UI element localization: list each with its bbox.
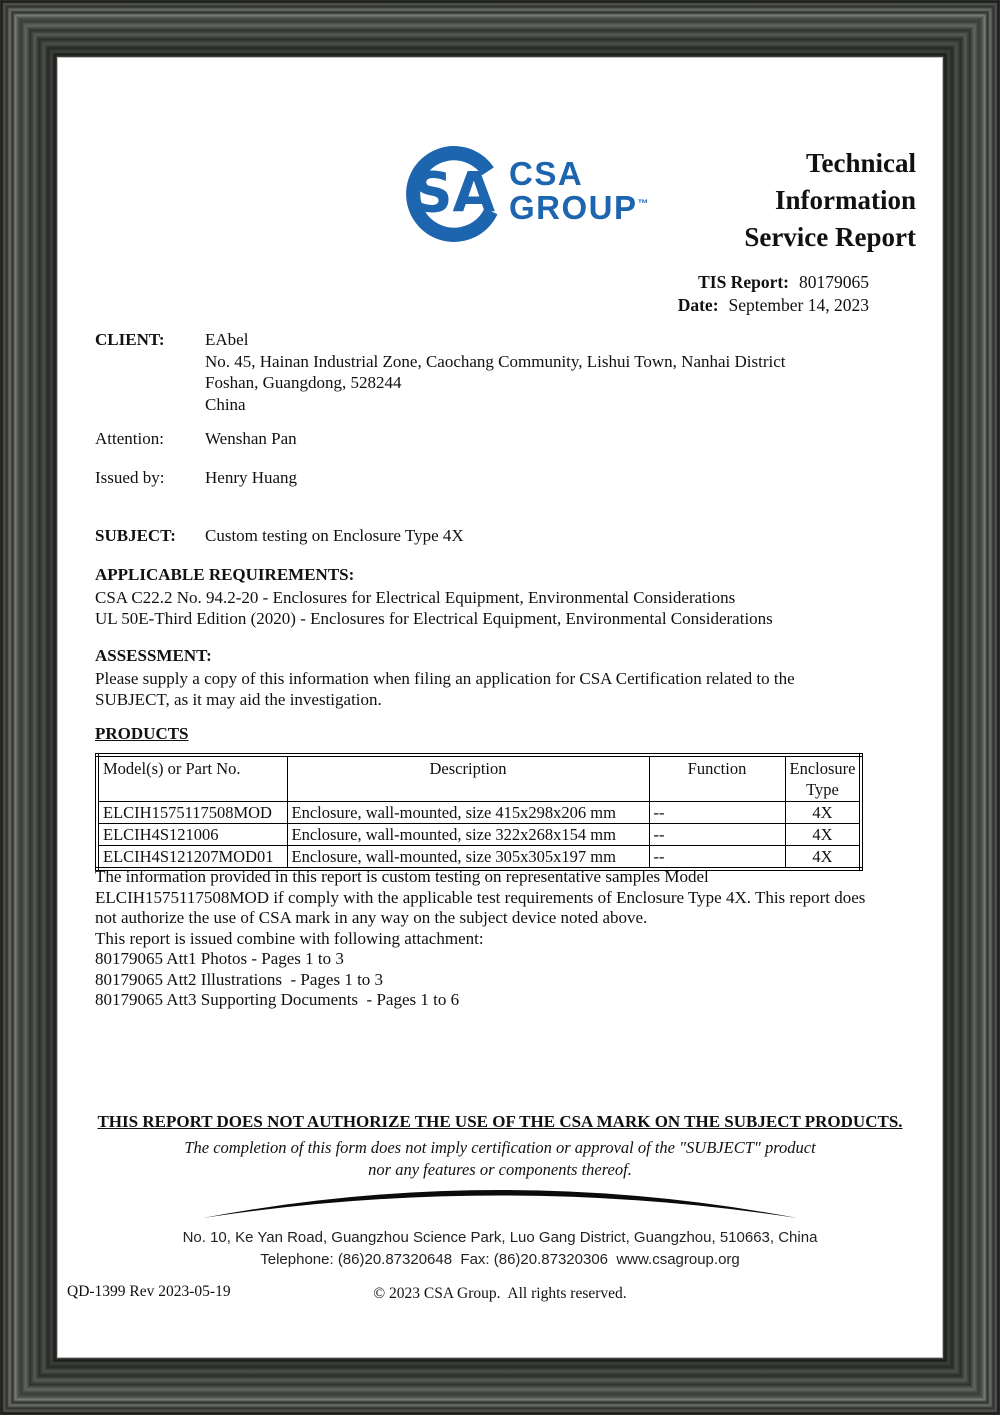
form-code: QD-1399 Rev 2023-05-19 — [67, 1283, 231, 1300]
cell-enclosure-type: 4X — [785, 802, 861, 824]
address-line: No. 10, Ke Yan Road, Guangzhou Science Park, Luo Gang District, Guangzhou, 510663, China — [182, 1229, 818, 1246]
client-address-line: China — [205, 395, 246, 414]
requirement-item: UL 50E-Third Edition (2020) - Enclosures for Electrical Equipment, Environmental Considerations — [95, 609, 773, 628]
tis-report-label: TIS Report: — [698, 272, 789, 292]
table-row — [97, 846, 861, 870]
title-line: Technical — [805, 148, 916, 178]
report-page — [57, 57, 943, 1358]
client-name: EAbel — [205, 330, 249, 349]
cell-function: -- — [649, 802, 785, 824]
date-row — [678, 294, 869, 317]
title-line: Information — [775, 185, 916, 215]
swoosh-divider — [200, 1178, 800, 1220]
title-line: Service Report — [744, 222, 916, 252]
fineprint-line: nor any features or components thereof. — [368, 1159, 632, 1179]
note-line: The information provided in this report is custom testing on representative samples Model — [95, 867, 709, 886]
contact-line: Telephone: (86)20.87320648 Fax: (86)20.87320306 www.csagroup.org — [260, 1251, 740, 1268]
cell-enclosure-type: 4X — [785, 824, 861, 846]
products-table — [95, 753, 863, 871]
note-line: ELCIH1575117508MOD if comply with the applicable test requirements of Enclosure Type 4X. This report does — [95, 887, 866, 907]
attachment-line: 80179065 Att3 Supporting Documents - Pages 1 to 6 — [95, 990, 460, 1009]
disclaimer-fineprint — [57, 1137, 943, 1180]
table-row — [97, 824, 861, 846]
footer-address — [57, 1227, 943, 1271]
page-title — [744, 145, 916, 256]
column-header-function: Function — [649, 755, 785, 802]
client-label: CLIENT: — [95, 330, 165, 349]
frame-right — [943, 0, 1000, 1415]
csa-wordmark — [509, 155, 649, 226]
csa-monogram: SA — [412, 160, 496, 225]
column-header-description: Description — [287, 755, 649, 802]
csa-wordmark-line1: CSA — [509, 155, 584, 192]
attachment-line: 80179065 Att2 Illustrations - Pages 1 to 3 — [95, 969, 384, 989]
table-header-row — [97, 755, 861, 802]
cell-model: ELCIH4S121006 — [97, 824, 287, 846]
date-value: September 14, 2023 — [728, 294, 869, 315]
cell-model: ELCIH4S121207MOD01 — [97, 846, 287, 870]
cell-function: -- — [649, 824, 785, 846]
client-address-line: Foshan, Guangdong, 528244 — [205, 373, 402, 392]
cell-model: ELCIH1575117508MOD — [97, 802, 287, 824]
cell-description: Enclosure, wall-mounted, size 415x298x206 mm — [287, 802, 649, 824]
applicable-requirements-heading: APPLICABLE REQUIREMENTS: — [95, 565, 355, 584]
tis-report-row — [678, 271, 869, 294]
tis-report-number: 80179065 — [799, 272, 869, 292]
frame-top — [0, 0, 1000, 57]
assessment-heading: ASSESSMENT: — [95, 646, 212, 665]
subject-label: SUBJECT: — [95, 526, 176, 545]
cell-description: Enclosure, wall-mounted, size 322x268x154 mm — [287, 824, 649, 846]
frame-bottom — [0, 1358, 1000, 1415]
client-address-line: No. 45, Hainan Industrial Zone, Caochang Community, Lishui Town, Nanhai District — [205, 352, 786, 371]
csa-logo-icon — [403, 143, 505, 245]
cell-function: -- — [649, 846, 785, 870]
assessment-line: Please supply a copy of this information when filing an application for CSA Certification related to the — [95, 669, 795, 688]
issued-by-label: Issued by: — [95, 468, 165, 487]
fineprint-line: The completion of this form does not imply certification or approval of the "SUBJECT" product — [184, 1138, 816, 1157]
issued-by-value: Henry Huang — [205, 468, 298, 487]
subject-value: Custom testing on Enclosure Type 4X — [205, 526, 464, 545]
note-line: This report is issued combine with following attachment: — [95, 928, 484, 948]
cell-enclosure-type: 4X — [785, 846, 861, 870]
cell-description: Enclosure, wall-mounted, size 305x305x197 mm — [287, 846, 649, 870]
attention-label: Attention: — [95, 429, 164, 448]
trademark-symbol: ™ — [637, 198, 649, 210]
requirement-item: CSA C22.2 No. 94.2-20 - Enclosures for Electrical Equipment, Environmental Considerations — [95, 588, 736, 607]
csa-mark-disclaimer: THIS REPORT DOES NOT AUTHORIZE THE USE OF THE CSA MARK ON THE SUBJECT PRODUCTS. — [97, 1112, 903, 1131]
column-header-model: Model(s) or Part No. — [97, 755, 287, 802]
products-heading: PRODUCTS — [95, 724, 189, 743]
copyright-notice: © 2023 CSA Group. All rights reserved. — [373, 1285, 627, 1302]
note-line: not authorize the use of CSA mark in any way on the subject device noted above. — [95, 908, 648, 927]
report-notes — [95, 867, 865, 1011]
attachment-line: 80179065 Att1 Photos - Pages 1 to 3 — [95, 949, 344, 968]
attention-value: Wenshan Pan — [205, 429, 297, 448]
assessment-line: SUBJECT, as it may aid the investigation. — [95, 690, 382, 709]
report-meta — [678, 271, 869, 316]
csa-wordmark-line2: GROUP — [509, 189, 638, 226]
column-header-enclosure-type: Enclosure Type — [785, 755, 861, 802]
date-label: Date: — [677, 294, 719, 315]
frame-left — [0, 0, 57, 1415]
table-row — [97, 802, 861, 824]
